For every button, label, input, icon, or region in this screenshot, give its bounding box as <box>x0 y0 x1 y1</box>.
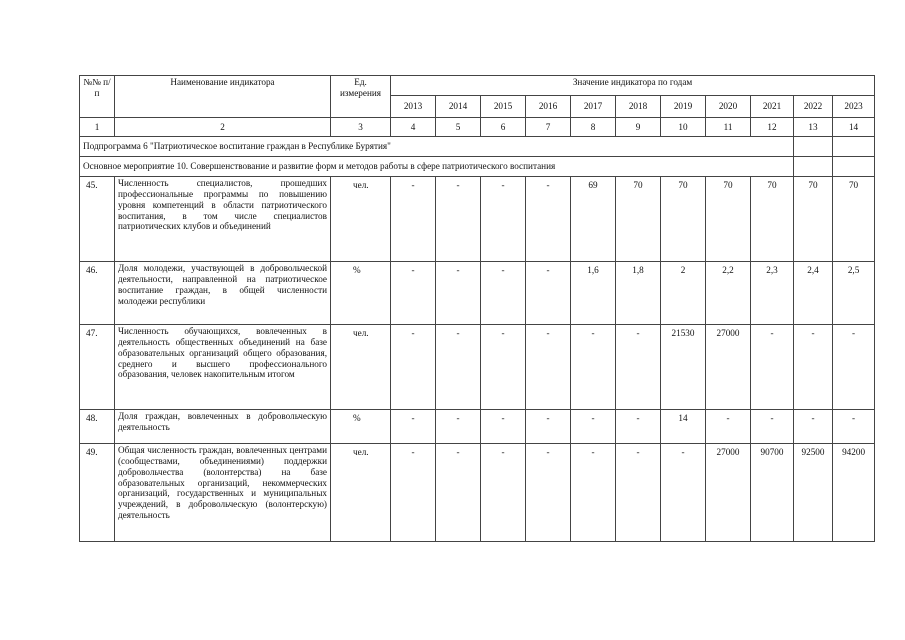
row-number: 49. <box>80 444 115 542</box>
value-cell: 27000 <box>706 325 751 410</box>
value-cell: - <box>661 444 706 542</box>
value-cell: - <box>794 325 833 410</box>
column-number: 1 <box>80 118 115 137</box>
header-indicator-name: Наименование индикатора <box>115 76 331 118</box>
indicator-name: Численность специалистов, прошедших профессиональные программы по повышению уровня компетенций в области патриотического воспитания, в том числе специалистов патриотических клубов и объединений <box>115 177 331 262</box>
value-cell: - <box>436 325 481 410</box>
column-number: 11 <box>706 118 751 137</box>
subprogram-row <box>80 137 875 157</box>
column-number: 9 <box>616 118 661 137</box>
column-number-row <box>80 118 875 137</box>
value-cell: 70 <box>751 177 794 262</box>
empty-cell <box>794 157 833 177</box>
column-number: 3 <box>331 118 391 137</box>
value-cell: 70 <box>706 177 751 262</box>
indicator-table <box>79 75 875 542</box>
column-number: 13 <box>794 118 833 137</box>
value-cell: - <box>481 444 526 542</box>
year-cell: 2023 <box>833 96 875 118</box>
value-cell: 90700 <box>751 444 794 542</box>
column-number: 6 <box>481 118 526 137</box>
column-number: 12 <box>751 118 794 137</box>
value-cell: - <box>616 444 661 542</box>
value-cell: 70 <box>794 177 833 262</box>
value-cell: - <box>794 410 833 444</box>
value-cell: - <box>481 325 526 410</box>
row-number: 48. <box>80 410 115 444</box>
value-cell: - <box>436 410 481 444</box>
indicator-row-47 <box>80 325 875 410</box>
value-cell: - <box>391 444 436 542</box>
year-cell: 2014 <box>436 96 481 118</box>
year-cell: 2021 <box>751 96 794 118</box>
indicator-name: Общая численность граждан, вовлеченных центрами (сообществами, объединениями) поддержки добровольчества (волонтерства) на базе образовательных организаций, некоммерческих организаций, государственных и муниципальных учреждений, в добровольческую (волонтерскую) деятельность <box>115 444 331 542</box>
value-cell: - <box>526 262 571 325</box>
value-cell: 1,8 <box>616 262 661 325</box>
indicator-row-46 <box>80 262 875 325</box>
value-cell: 27000 <box>706 444 751 542</box>
header-number: №№ п/п <box>80 76 115 118</box>
value-cell: 2 <box>661 262 706 325</box>
column-number: 2 <box>115 118 331 137</box>
indicator-row-48 <box>80 410 875 444</box>
value-cell: - <box>833 325 875 410</box>
column-number: 8 <box>571 118 616 137</box>
value-cell: 70 <box>833 177 875 262</box>
value-cell: 2,4 <box>794 262 833 325</box>
value-cell: - <box>571 444 616 542</box>
value-cell: - <box>481 410 526 444</box>
row-number: 46. <box>80 262 115 325</box>
value-cell: - <box>526 177 571 262</box>
value-cell: - <box>481 262 526 325</box>
value-cell: - <box>391 177 436 262</box>
column-number: 10 <box>661 118 706 137</box>
header-unit: Ед. измерения <box>331 76 391 118</box>
row-number: 45. <box>80 177 115 262</box>
value-cell: 14 <box>661 410 706 444</box>
value-cell: - <box>391 262 436 325</box>
indicator-name: Численность обучающихся, вовлеченных в деятельность общественных объединений на базе образовательных организаций общего образования, среднего и высшего профессионального образования, человек накопительным итогом <box>115 325 331 410</box>
value-cell: - <box>571 410 616 444</box>
value-cell: - <box>436 177 481 262</box>
header-row <box>80 76 875 96</box>
empty-cell <box>794 137 833 157</box>
value-cell: - <box>751 325 794 410</box>
value-cell: - <box>751 410 794 444</box>
value-cell: - <box>526 410 571 444</box>
indicator-name: Доля молодежи, участвующей в добровольческой деятельности, направленной на патриотическое воспитание граждан, в общей численности молодежи республики <box>115 262 331 325</box>
value-cell: 1,6 <box>571 262 616 325</box>
empty-cell <box>833 137 875 157</box>
column-number: 5 <box>436 118 481 137</box>
unit-cell: % <box>331 262 391 325</box>
unit-cell: чел. <box>331 325 391 410</box>
indicator-row-49 <box>80 444 875 542</box>
document-page <box>79 75 875 542</box>
unit-cell: чел. <box>331 444 391 542</box>
value-cell: - <box>391 410 436 444</box>
header-values-by-year: Значение индикатора по годам <box>391 76 875 96</box>
value-cell: - <box>481 177 526 262</box>
value-cell: 2,3 <box>751 262 794 325</box>
value-cell: - <box>616 325 661 410</box>
value-cell: 94200 <box>833 444 875 542</box>
empty-cell <box>833 157 875 177</box>
year-cell: 2019 <box>661 96 706 118</box>
year-cell: 2016 <box>526 96 571 118</box>
year-cell: 2013 <box>391 96 436 118</box>
unit-cell: чел. <box>331 177 391 262</box>
main-event-row <box>80 157 875 177</box>
year-cell: 2018 <box>616 96 661 118</box>
column-number: 7 <box>526 118 571 137</box>
value-cell: - <box>616 410 661 444</box>
column-number: 4 <box>391 118 436 137</box>
value-cell: 70 <box>616 177 661 262</box>
value-cell: 21530 <box>661 325 706 410</box>
value-cell: - <box>571 325 616 410</box>
value-cell: - <box>436 262 481 325</box>
value-cell: 2,5 <box>833 262 875 325</box>
unit-cell: % <box>331 410 391 444</box>
subprogram-title: Подпрограмма 6 "Патриотическое воспитание граждан в Республике Бурятия" <box>80 137 794 157</box>
value-cell: - <box>833 410 875 444</box>
value-cell: 69 <box>571 177 616 262</box>
value-cell: - <box>706 410 751 444</box>
value-cell: 70 <box>661 177 706 262</box>
column-number: 14 <box>833 118 875 137</box>
indicator-row-45 <box>80 177 875 262</box>
main-event-title: Основное мероприятие 10. Совершенствование и развитие форм и методов работы в сфере патриотического воспитания <box>80 157 794 177</box>
year-cell: 2015 <box>481 96 526 118</box>
indicator-name: Доля граждан, вовлеченных в добровольческую деятельность <box>115 410 331 444</box>
value-cell: - <box>436 444 481 542</box>
value-cell: - <box>526 325 571 410</box>
year-cell: 2022 <box>794 96 833 118</box>
year-cell: 2017 <box>571 96 616 118</box>
row-number: 47. <box>80 325 115 410</box>
value-cell: - <box>526 444 571 542</box>
value-cell: 2,2 <box>706 262 751 325</box>
year-cell: 2020 <box>706 96 751 118</box>
value-cell: - <box>391 325 436 410</box>
value-cell: 92500 <box>794 444 833 542</box>
